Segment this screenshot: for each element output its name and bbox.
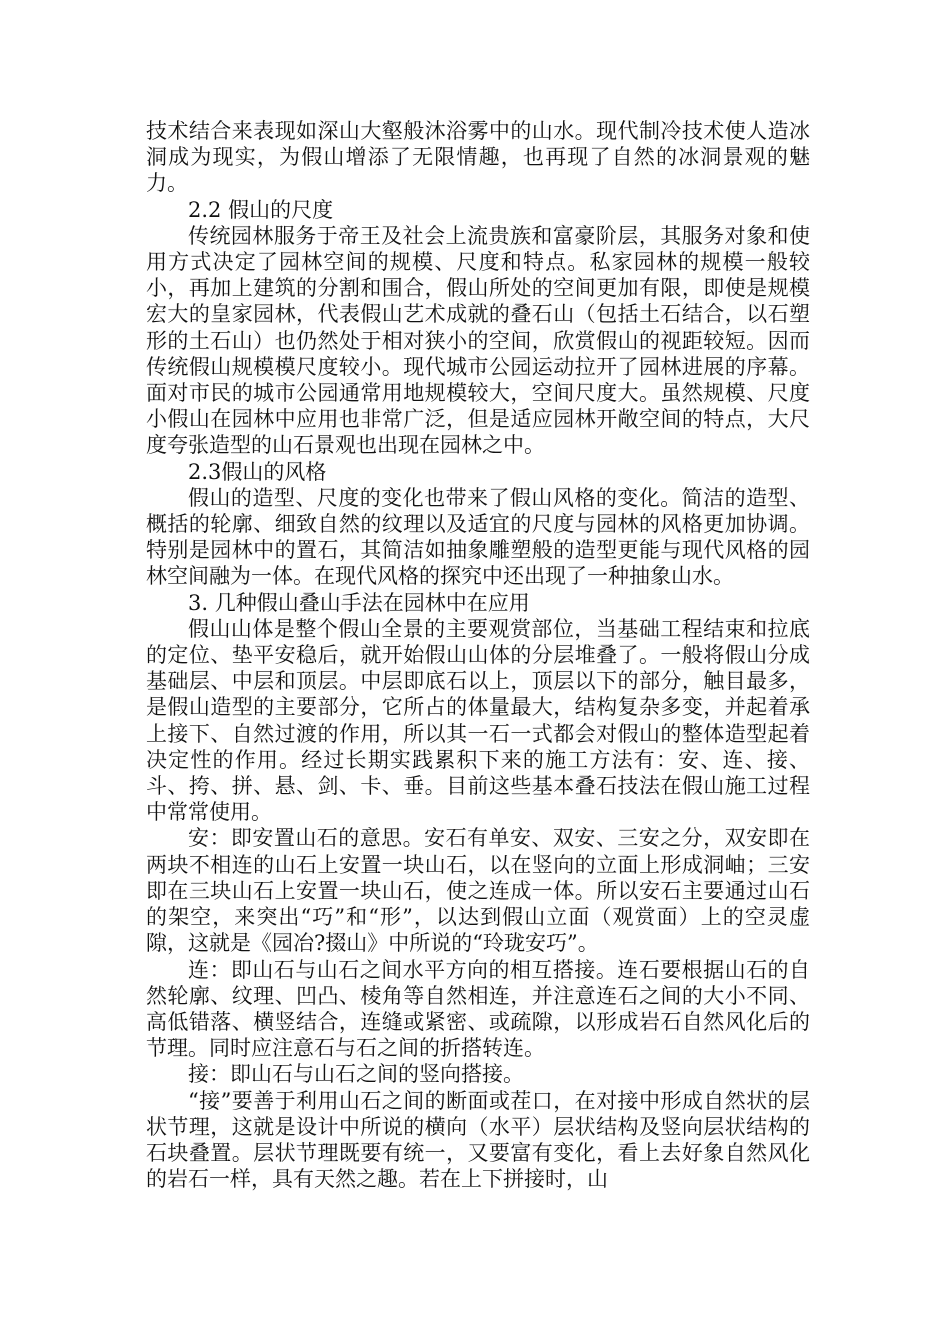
section-heading-2-2: 2.2 假山的尺度 <box>188 197 334 222</box>
section-heading-3: 3. 几种假山叠山手法在园林中在应用 <box>188 590 530 615</box>
paragraph-lian: 连：即山石与山石之间水平方向的相互搭接。连石要根据山石的自然轮廓、纹理、凹凸、棱角等自然相连，并注意连石之间的大小不同、高低错落、横竖结合，连缝或紧密、或疏隙，以形成岩石自然风化后的节理。同时应注意石与石之间的折搭转连。 <box>146 957 810 1061</box>
paragraph-scale: 传统园林服务于帝王及社会上流贵族和富豪阶层，其服务对象和使用方式决定了园林空间的规模、尺度和特点。私家园林的规模一般较小，再加上建筑的分割和围合，假山所处的空间更加有限，即使是规模宏大的皇家园林，代表假山艺术成就的叠石山（包括土石结合，以石塑形的土石山）也仍然处于相对狭小的空间，欣赏假山的视距较短。因而传统假山规模模尺度较小。现代城市公园运动拉开了园林进展的序幕。面对市民的城市公园通常用地规模较大，空间尺度大。虽然规模、尺度小假山在园林中应用也非常广泛，但是适应园林开敞空间的特点，大尺度夸张造型的山石景观也出现在园林之中。 <box>146 223 810 458</box>
document-page <box>146 118 810 1192</box>
paragraph-style: 假山的造型、尺度的变化也带来了假山风格的变化。简洁的造型、概括的轮廓、细致自然的纹理以及适宜的尺度与园林的风格更加协调。特别是园林中的置石，其简洁如抽象雕塑般的造型更能与现代风格的园林空间融为一体。在现代风格的探究中还出现了一种抽象山水。 <box>146 485 810 589</box>
paragraph-methods: 假山山体是整个假山全景的主要观赏部位，当基础工程结束和拉底的定位、垫平安稳后，就开始假山山体的分层堆叠了。一般将假山分成基础层、中层和顶层。中层即底石以上，顶层以下的部分，触目最多，是假山造型的主要部分，它所占的体量最大，结构复杂多变，并起着承上接下、自然过渡的作用，所以其一石一式都会对假山的整体造型起着决定性的作用。经过长期实践累积下来的施工方法有：安、连、接、斗、挎、拼、悬、剑、卡、垂。目前这些基本叠石技法在假山施工过程中常常使用。 <box>146 616 810 825</box>
paragraph-jie: 接：即山石与山石之间的竖向搭接。 <box>188 1062 524 1087</box>
paragraph-jie-detail: “接”要善于利用山石之间的断面或茬口，在对接中形成自然状的层状节理，这就是设计中所说的横向（水平）层状结构及竖向层状结构的石块叠置。层状节理既要有统一，又要富有变化，看上去好象自然风化的岩石一样，具有天然之趣。若在上下拼接时，山 <box>146 1088 810 1192</box>
paragraph-intro: 技术结合来表现如深山大壑般沐浴雾中的山水。现代制冷技术使人造冰洞成为现实，为假山增添了无限情趣，也再现了自然的冰洞景观的魅力。 <box>146 119 810 196</box>
paragraph-an: 安：即安置山石的意思。安石有单安、双安、三安之分，双安即在两块不相连的山石上安置一块山石，以在竖向的立面上形成洞岫；三安即在三块山石上安置一块山石，使之连成一体。所以安石主要通过山石的架空，来突出“巧”和“形”，以达到假山立面（观赏面）上的空灵虚隙，这就是《园冶?掇山》中所说的“玲珑安巧”。 <box>146 826 810 956</box>
section-heading-2-3: 2.3假山的风格 <box>188 459 327 484</box>
